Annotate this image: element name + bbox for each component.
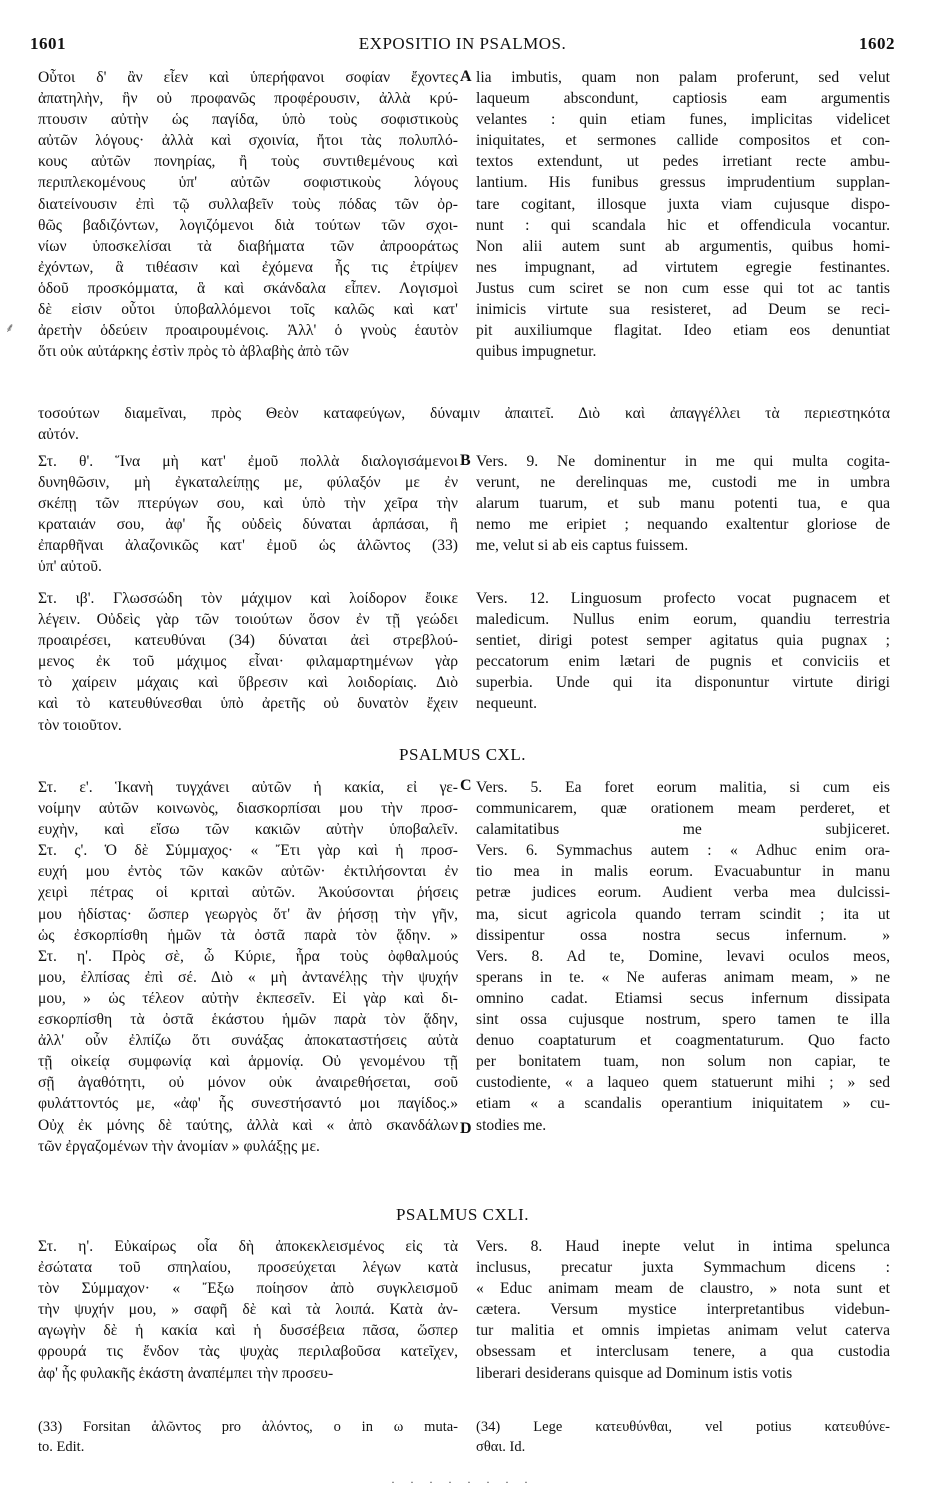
text-line: Στ. ς'. Ὁ δὲ Σύμμαχος· « Ἔτι γὰρ καὶ ἡ προσ- (38, 842, 458, 860)
footnote-left (38, 1417, 458, 1457)
text-line: δυνηθῶσιν, μὴ ἐγκαταλείπῃς με, φύλαξόν με ἐν (38, 474, 458, 492)
text-line: Vers. 8. Haud inepte velut in intima spelunca (476, 1238, 890, 1255)
text-line: τὸ χαίρειν μάχαις καὶ ὕβρεσιν καὶ λοιδορίαις. Διὸ (38, 674, 458, 692)
text-line: petræ judices eorum. Audient verba mea dulcissi- (476, 884, 890, 902)
text-line: (33) Forsitan ἁλῶντος pro ἁλόντος, o in ω muta- (38, 1419, 458, 1435)
text-line: dissipentur ossa nostra secus infernum. » (476, 926, 890, 944)
text-line: superbia. Unde qui ita disponuntur virtute dirigi (476, 674, 890, 692)
running-title: EXPOSITIO IN PSALMOS. (358, 34, 567, 53)
text-line: νίων ὑποσκελίσαι τὰ διαβήματα τῶν ἀπροοράτως (38, 237, 458, 255)
text-line: denuo coaptaturum et coagmentaturum. Quo facto (476, 1032, 890, 1050)
section-marker-b: B (460, 452, 471, 469)
latin-column-block-e (476, 1236, 890, 1384)
text-line: ἐσώτατα τοῦ σπηλαίου, προσεύχεται λέγων κατὰ (38, 1259, 458, 1277)
text-line: nes impugnant, ad virtutem egregie festinantes. (476, 258, 890, 276)
text-line: φρουρά τις ἔνδον τὰς ψυχὰς περιλαβοῦσα κατεῖχεν, (38, 1343, 458, 1361)
text-line: me, velut si ab eis captus fuissem. (476, 537, 689, 555)
text-line: Vers. 6. Symmachus autem : « Adhuc enim ora- (476, 842, 890, 860)
text-line: μενος ἐκ τοῦ μάχιμος εἶναι· φιλαμαρτημένων γὰρ (38, 653, 458, 671)
text-line: αὐτόν. (38, 426, 79, 444)
text-line: ἀπατηλὴν, ἣν οὐ προφανῶς προφέρουσιν, ἀλλὰ κρύ- (38, 90, 458, 108)
bottom-ornament: · · · · · · · · (391, 1475, 534, 1489)
right-page-number: 1602 (859, 34, 895, 53)
text-line: ἐχόντων, ἃ τιθέασιν καὶ ἐχόμενα ἧς τις ἐτρίψεν (38, 258, 458, 276)
text-line: iniquitates, et sermones callide compositos et con- (476, 132, 890, 150)
text-line: ευχή μου ἐντὸς τῶν κακῶν αὐτῶν· ἐκτιλήσονται ἐν (38, 863, 458, 881)
text-line: κους αὐτῶν πονηρίας, ἢ τοὺς συντιθεμένους καὶ (38, 153, 458, 171)
text-line: λέγειν. Οὐδεὶς γὰρ τῶν τοιούτων ὅσον ἐν τῇ γεώδει (38, 611, 458, 629)
text-line: τῶν ἐργαζομένων τὴν ἀνομίαν » φυλάξῃς με. (38, 1137, 320, 1155)
text-line: sint ossa cujusque nostrum, spero tamen te illa (476, 1011, 890, 1029)
text-line: σκέπῃ τῶν πτερύγων σου, καὶ ὑπὸ τὴν χεῖρα τὴν (38, 495, 458, 513)
text-line: ma, sicut agricola quando terram scindit ; ita ut (476, 905, 890, 923)
text-line: Vers. 12. Linguosum profecto vocat pugnacem et (476, 590, 890, 607)
greek-column-block-a (38, 67, 458, 362)
running-header (30, 34, 895, 58)
text-line: τὸν Σύμμαχον· « Ἔξω ποίησον ἀπὸ συγκλεισμοῦ (38, 1280, 458, 1298)
text-line: quibus impugnetur. (476, 343, 597, 361)
footnote-right (476, 1417, 890, 1457)
section-marker-d: D (460, 1120, 472, 1137)
text-line: ὡς ἐσκορπίσθη ἡμῶν τὰ ὀστᾶ παρὰ τὸν ᾅδην. » (38, 926, 458, 944)
greek-full-width-block (38, 403, 890, 445)
text-line: verunt, ne derelinquas me, custodi me in umbra (476, 474, 890, 492)
text-line: αγωγὴν δὲ ἡ κακία καὶ ἡ δυσσέβεια πᾶσα, ὥσπερ (38, 1322, 458, 1340)
text-line: custodiente, « a laqueo quem statuerunt mihi ; » sed (476, 1074, 890, 1092)
latin-column-block-d (476, 777, 890, 1136)
greek-column-block-e (38, 1236, 458, 1384)
text-line: sperans in te. « Ne auferas animam meam, » ne (476, 968, 890, 986)
text-line: stodies me. (476, 1116, 547, 1134)
text-line: εσκορπίσθη τὰ ὀστᾶ ἑκάστου ἡμῶν παρὰ τὸν ᾅδην, (38, 1011, 458, 1029)
section-marker-a: A (460, 68, 472, 85)
text-line: communicarem, quæ orationem meam perderet, et (476, 800, 890, 818)
psalm-heading-140: PSALMUS CXL. (399, 745, 526, 764)
text-line: Στ. ιβ'. Γλωσσώδη τὸν μάχιμον καὶ λοίδορον ἔοικε (38, 590, 458, 607)
text-line: sentiet, dirigi potest semper agitatus quia pugnax ; (476, 632, 890, 650)
text-line: ὑπ' αὐτοῦ. (38, 558, 102, 576)
text-line: nemo me eripiet ; nequando exaltentur gloriose de (476, 516, 890, 534)
text-line: (34) Lege κατευθύνθαι, vel potius κατευθύνε- (476, 1419, 890, 1435)
text-line: calamitatibus me subjiceret. (476, 821, 890, 839)
text-line: περιπλεκομένους ὑπ' αὐτῶν σοφιστικοὺς λόγους (38, 174, 458, 192)
text-line: lantium. His funibus gressus imprudentium supplan- (476, 174, 890, 192)
text-line: τὸν τοιοῦτον. (38, 716, 122, 734)
text-line: θῶς βαδιζόντων, λογιζόμενοι διὰ τούτων τῶν σχοι- (38, 216, 458, 234)
text-line: tur malitia et omnis impietas animam velut caterva (476, 1322, 890, 1340)
latin-column-block-b (476, 451, 890, 556)
text-line: νοίμην αὐτῶν κοινωνὸς, διασκορπίσαι μου τὴν προσ- (38, 800, 458, 818)
text-line: pit auxiliumque flagitat. Ideo etiam eos denuntiat (476, 322, 890, 340)
greek-column-block-b (38, 451, 458, 578)
text-line: δὲ εἰσιν οὗτοι ὑποβαλλόμενοι τοῖς καλῶς καὶ κατ' (38, 301, 458, 319)
text-line: ἐπαρθῆναι ἀλαζονικῶς κατ' ἐμοῦ ὡς ἁλῶντος (33) (38, 537, 458, 555)
text-line: αὐτῶν λόγους· ἀλλὰ καὶ σχοινία, ἤτοι τὰς πολυπλό- (38, 132, 458, 150)
text-line: Οὗτοι δ' ἂν εἶεν καὶ ὑπερήφανοι σοφίαν ἔχοντες (38, 69, 458, 86)
margin-mark: ⸙ (5, 320, 15, 335)
text-line: ἀφ' ἧς φυλακῆς ἑκάστη ἀναπέμπει τὴν προσευ- (38, 1364, 334, 1382)
text-line: per bonitatem tuam, non solum non capiar, te (476, 1053, 890, 1071)
text-line: ἀρετὴν ὁδεύειν προαιρουμένοις. Ἀλλ' ὁ γνοὺς ἑαυτὸν (38, 322, 458, 340)
text-line: μου, » ὡς τέλεον αὐτὴν ἐκπεσεῖν. Εἰ γὰρ καὶ δι- (38, 989, 458, 1007)
text-line: πτουσιν αὐτὴν ὡς παγίδα, ὑπὸ τοὺς σοφιστικοὺς (38, 111, 458, 129)
text-line: Στ. η'. Πρὸς σὲ, ὦ Κύριε, ἦρα τοὺς ὀφθαλμούς (38, 947, 458, 965)
text-line: Στ. θ'. Ἵνα μὴ κατ' ἐμοῦ πολλὰ διαλογισάμενοι (38, 453, 458, 470)
text-line: ὅτι οὐκ αὐτάρκης ἐστὶν πρὸς τὸ ἀβλαβὴς ἀπὸ τῶν (38, 343, 349, 361)
text-line: Non alii autem sunt ab argumentis, quibus homi- (476, 237, 890, 255)
text-line: Vers. 9. Ne dominentur in me qui multa cogita- (476, 453, 890, 470)
text-line: φυλάττοντός με, «ἀφ' ἧς συνεστήσαντό μοι παγίδος.» (38, 1095, 458, 1113)
text-line: σῇ ἀγαθότητι, οὐ μόνον οὐκ ἀναιρεθήσεται, σοῦ (38, 1074, 458, 1092)
text-line: προαιρέσει, κατευθύναι (34) δύναται ἀεὶ στρεβλού- (38, 632, 458, 650)
text-line: to. Edit. (38, 1439, 85, 1455)
text-line: τὴν ψυχήν μου, » σαφῆ δὲ καὶ τὰ λοιπά. Κατὰ ἀν- (38, 1301, 458, 1319)
text-line: σθαι. Id. (476, 1439, 526, 1455)
text-line: μου, ἐλπίσας ἐπὶ σέ. Διὸ « μὴ ἀντανέλῃς τὴν ψυχήν (38, 968, 458, 986)
text-line: Στ. ε'. Ἱκανὴ τυγχάνει αὐτῶν ἡ κακία, εἰ γε- (38, 779, 458, 796)
text-line: textos extendunt, ut pedes irretiant recte ambu- (476, 153, 890, 171)
text-line: Vers. 8. Ad te, Domine, levavi oculos meos, (476, 947, 890, 965)
text-line: peccatorum enim lætari de pugnis et conviciis et (476, 653, 890, 671)
latin-column-block-a (476, 67, 890, 362)
latin-column-block-c (476, 588, 890, 715)
text-line: tare cogitant, illosque juxta viam cujusque dispo- (476, 195, 890, 213)
text-line: laqueum abscondunt, captiosis eam argumentis (476, 90, 890, 108)
text-line: maledicum. Nullus enim eorum, quandiu terrestria (476, 611, 890, 629)
text-line: τῇ οἰκείᾳ συμφωνίᾳ καὶ ἁρμονίᾳ. Οὐ γενομένου τῇ (38, 1053, 458, 1071)
text-line: ἀλλ' οὖν ἐλπίζω ὅτι συνάξας ἀποκαταστήσεις αὐτὰ (38, 1032, 458, 1050)
psalm-heading-141: PSALMUS CXLI. (395, 1205, 530, 1224)
text-line: cætera. Versum mystice interpretantibus videbun- (476, 1301, 890, 1319)
text-line: lia imbutis, quam non palam proferunt, sed velut (476, 69, 890, 86)
text-line: inclusus, precatur juxta Symmachum dicens : (476, 1259, 890, 1277)
text-line: omnino cadat. Etiamsi secus infernum dissipata (476, 989, 890, 1007)
text-line: nunt : qui scandala hic et offendicula vocantur. (476, 216, 890, 234)
text-line: διατείνουσιν ἐπὶ τῷ συλλαβεῖν τοὺς πόδας τῶν ὀρ- (38, 195, 458, 213)
text-line: liberari desiderans quisque ad Dominum istis votis (476, 1364, 793, 1382)
text-line: Justus cum sciret se non cum esse qui tot ac tantis (476, 279, 890, 297)
greek-column-block-d (38, 777, 458, 1157)
text-line: ὁδοῦ προσκόμματα, ἃ καὶ σκάνδαλα εἶπεν. Λογισμοὶ (38, 279, 458, 297)
text-line: etiam « a scandalis operantium iniquitatem » cu- (476, 1095, 890, 1113)
text-line: χειρὶ πέτρας οἱ κριταὶ αὐτῶν. Ἀκούσονται ῥήσεις (38, 884, 458, 902)
text-line: καὶ τὸ κατευθύνεσθαι ὑπὸ ἀρετῆς οὐ δυνατὸν ἔχειν (38, 695, 458, 713)
text-line: Στ. η'. Εὐκαίρως οἷα δὴ ἀποκεκλεισμένος εἰς τὰ (38, 1238, 458, 1255)
text-line: tio mea in malis eorum. Evacuabuntur in manu (476, 863, 890, 881)
text-line: inimicis virtute sua resisteret, ad Deum se reci- (476, 301, 890, 319)
text-line: « Educ animam meam de claustro, » nota sunt et (476, 1280, 890, 1298)
text-line: obsessam et interclusam tenere, a qua custodia (476, 1343, 890, 1361)
text-line: ευχὴν, καὶ εἴσω τῶν κακιῶν αὐτὴν ὑποβαλεῖν. (38, 821, 458, 839)
text-line: velantes : quin etiam funes, implicitas videlicet (476, 111, 890, 129)
text-line: alarum tuarum, et sub manu potenti tua, e qua (476, 495, 890, 513)
greek-column-block-c (38, 588, 458, 736)
text-line: τοσούτων διαμεῖναι, πρὸς Θεὸν καταφεύγων, δύναμιν ἀπαιτεῖ. Διὸ καὶ ἀπαγγέλλει τὰ περιεστηκότα (38, 405, 890, 422)
text-line: Οὐχ ἐκ μόνης δὲ ταύτης, ἀλλὰ καὶ « ἀπὸ σκανδάλων (38, 1116, 458, 1134)
text-line: Vers. 5. Ea foret eorum malitia, si cum eis (476, 779, 890, 796)
left-page-number: 1601 (30, 34, 66, 53)
text-line: κραταιάν σου, ἀφ' ἧς οὐδεὶς δύναται ἁρπάσαι, ἢ (38, 516, 458, 534)
text-line: μου ἡδίστας· ὥσπερ γεωργὸς ὅτ' ἂν ῥήσσῃ τὴν γῆν, (38, 905, 458, 923)
section-marker-c: C (460, 777, 472, 794)
text-line: nequeunt. (476, 695, 538, 713)
